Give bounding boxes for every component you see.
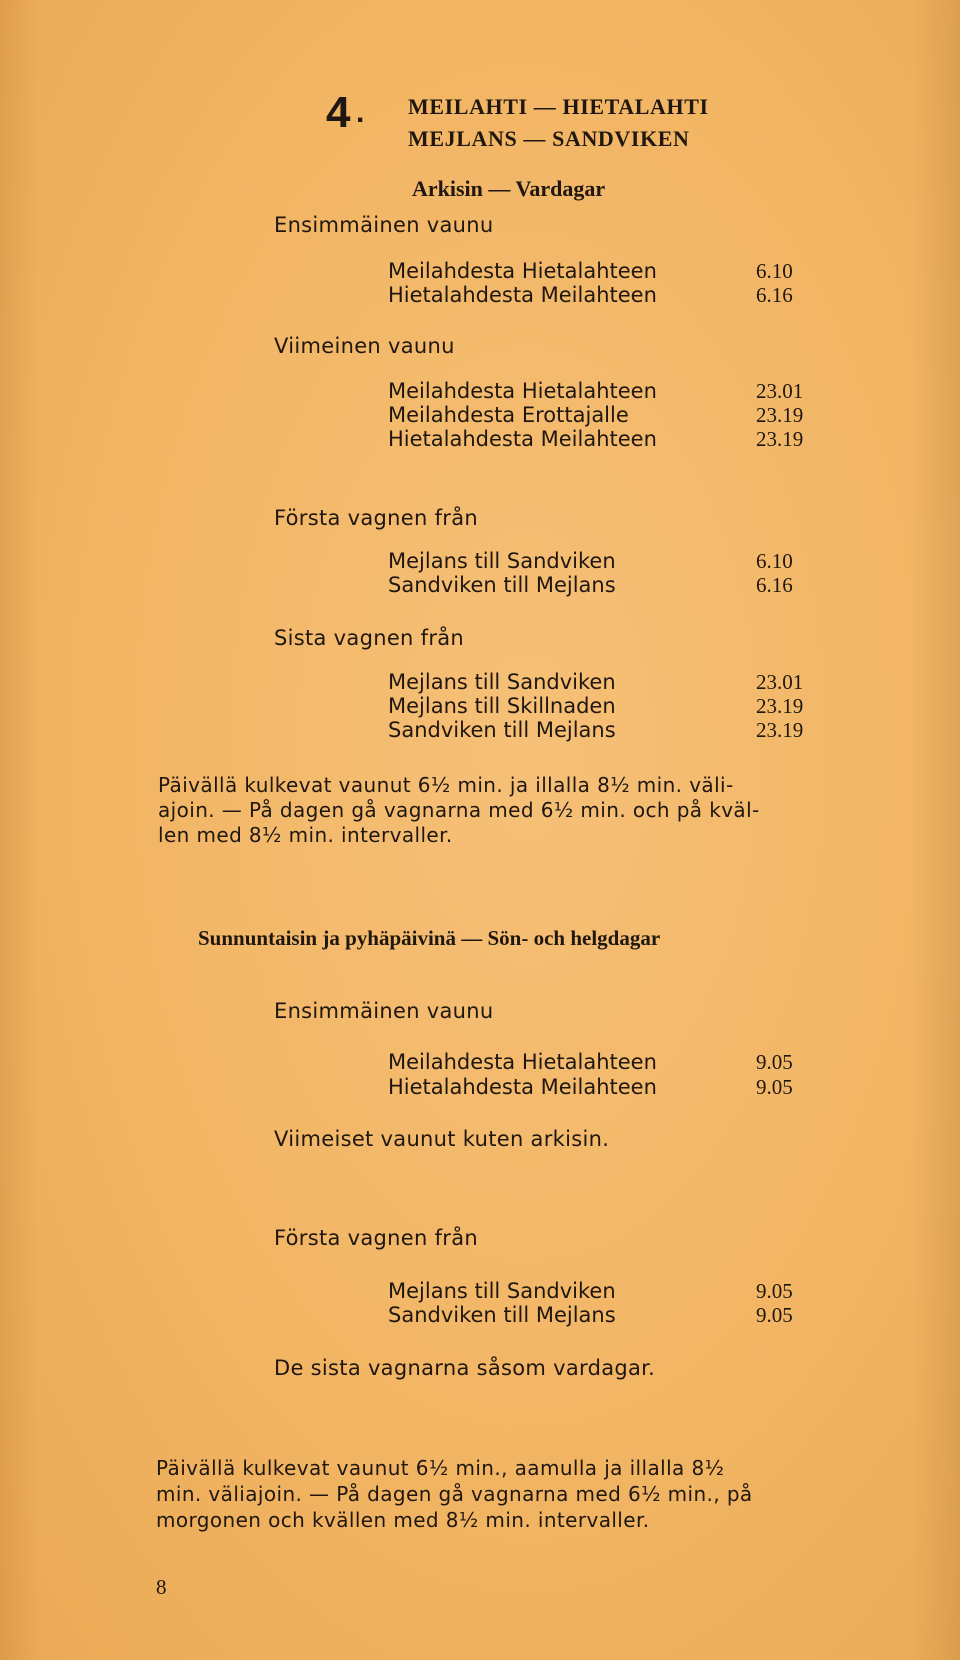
table-row [388, 259, 808, 285]
row-stop: Mejlans till Sandviken [388, 1279, 616, 1303]
holiday-note-line: min. väliajoin. — På dagen gå vagnarna med 6½ min., på [156, 1482, 753, 1506]
holiday-heading: Sunnuntaisin ja pyhäpäivinä — Sön- och helgdagar [198, 926, 661, 950]
row-stop: Mejlans till Skillnaden [388, 694, 616, 718]
holiday-first-fi-label: Ensimmäinen vaunu [274, 999, 494, 1023]
weekday-first-sv-label: Första vagnen från [274, 506, 478, 530]
table-row [388, 1075, 808, 1101]
table-row [388, 427, 808, 453]
row-stop: Hietalahdesta Meilahteen [388, 1075, 657, 1099]
weekday-note-line: Päivällä kulkevat vaunut 6½ min. ja illalla 8½ min. väli- [158, 773, 734, 797]
row-stop: Sandviken till Mejlans [388, 573, 616, 597]
holiday-note-line: morgonen och kvällen med 8½ min. intervaller. [156, 1508, 650, 1532]
page-number: 8 [156, 1575, 167, 1599]
table-row [388, 1050, 808, 1076]
row-time: 9.05 [756, 1075, 793, 1099]
row-stop: Sandviken till Mejlans [388, 718, 616, 742]
weekday-note-line: len med 8½ min. intervaller. [158, 823, 453, 847]
route-title-swedish: MEJLANS — SANDVIKEN [408, 126, 690, 151]
route-number: 4 [326, 88, 351, 137]
row-stop: Mejlans till Sandviken [388, 670, 616, 694]
row-time: 23.19 [756, 718, 804, 742]
row-time: 9.05 [756, 1050, 793, 1074]
weekday-last-sv-label: Sista vagnen från [274, 626, 465, 650]
weekday-heading: Arkisin — Vardagar [412, 176, 606, 201]
table-row [388, 573, 808, 599]
route-title-finnish: MEILAHTI — HIETALAHTI [408, 94, 709, 119]
row-stop: Meilahdesta Hietalahteen [388, 379, 657, 403]
table-row [388, 1303, 808, 1329]
holiday-last-fi-text: Viimeiset vaunut kuten arkisin. [274, 1127, 610, 1151]
row-stop: Mejlans till Sandviken [388, 549, 616, 573]
row-time: 23.19 [756, 427, 804, 451]
holiday-last-sv-text: De sista vagnarna såsom vardagar. [274, 1356, 656, 1380]
row-time: 6.16 [756, 283, 793, 307]
table-row [388, 283, 808, 309]
row-stop: Meilahdesta Erottajalle [388, 403, 629, 427]
row-stop: Hietalahdesta Meilahteen [388, 427, 657, 451]
table-row [388, 694, 808, 720]
row-time: 6.10 [756, 549, 793, 573]
table-row [388, 403, 808, 429]
row-stop: Meilahdesta Hietalahteen [388, 1050, 657, 1074]
table-row [388, 718, 808, 744]
row-stop: Sandviken till Mejlans [388, 1303, 616, 1327]
row-time: 9.05 [756, 1279, 793, 1303]
row-time: 6.16 [756, 573, 793, 597]
row-time: 6.10 [756, 259, 793, 283]
holiday-note-line: Päivällä kulkevat vaunut 6½ min., aamulla ja illalla 8½ [156, 1456, 725, 1480]
route-number-dot-icon: . [356, 96, 365, 129]
table-row [388, 670, 808, 696]
weekday-first-fi-label: Ensimmäinen vaunu [274, 213, 494, 237]
row-time: 23.01 [756, 670, 804, 694]
table-row [388, 379, 808, 405]
weekday-note-line: ajoin. — På dagen gå vagnarna med 6½ min. och på kväl- [158, 798, 760, 822]
holiday-first-sv-label: Första vagnen från [274, 1226, 478, 1250]
weekday-last-fi-label: Viimeinen vaunu [274, 334, 455, 358]
table-row [388, 549, 808, 575]
row-stop: Hietalahdesta Meilahteen [388, 283, 657, 307]
row-time: 23.19 [756, 694, 804, 718]
row-time: 23.01 [756, 379, 804, 403]
row-time: 9.05 [756, 1303, 793, 1327]
row-time: 23.19 [756, 403, 804, 427]
row-stop: Meilahdesta Hietalahteen [388, 259, 657, 283]
table-row [388, 1279, 808, 1305]
